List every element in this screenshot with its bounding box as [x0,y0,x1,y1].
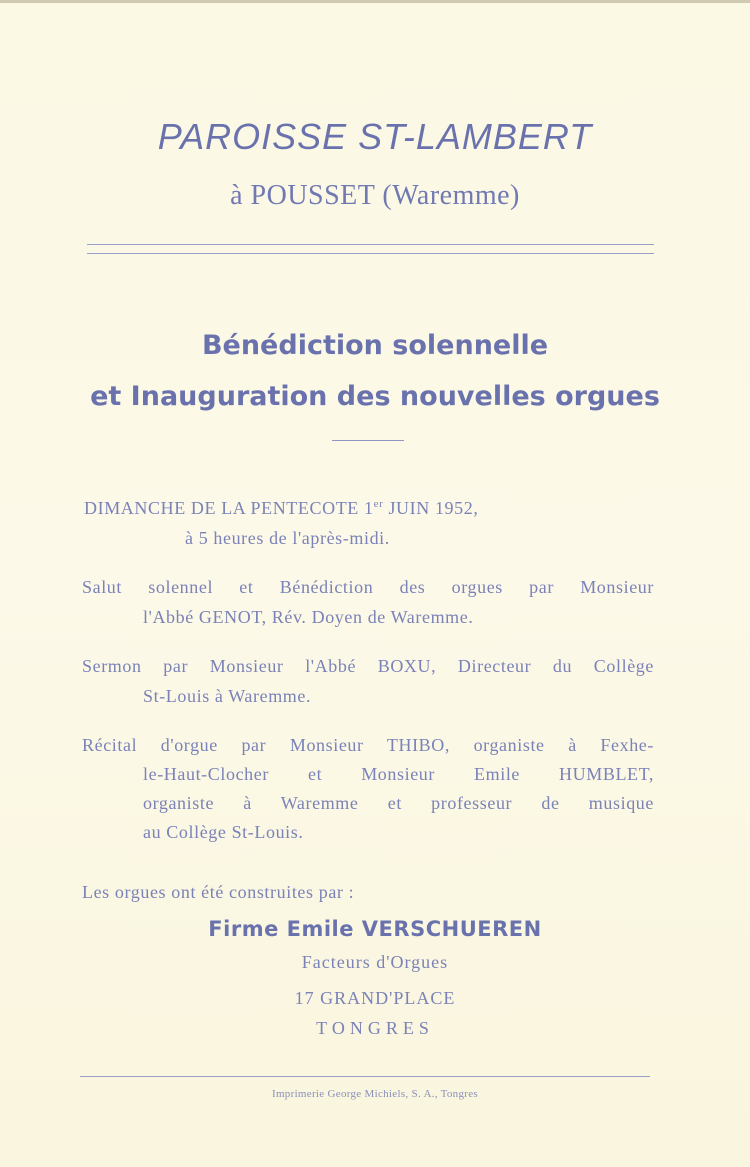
date-ordinal: er [373,498,384,510]
salut-line1: Salut solennel et Bénédiction des orgues par Monsieur [82,577,654,597]
recital-line1: Récital d'orgue par Monsieur THIBO, organiste à Fexhe- [82,735,654,755]
firm-city: TONGRES [316,1018,434,1038]
recital-line3: organiste à Waremme et professeur de musique [143,793,654,813]
sermon-line1: Sermon par Monsieur l'Abbé BOXU, Directeur du Collège [82,656,654,676]
builder-intro: Les orgues ont été construites par : [82,882,355,902]
printer-credit: Imprimerie George Michiels, S. A., Tongres [271,1088,479,1100]
header-rule-bottom [87,253,654,254]
date-prefix: DIMANCHE DE LA PENTECOTE 1 [84,498,374,518]
firm-trade: Facteurs d'Orgues [301,952,449,972]
recital-line2: le-Haut-Clocher et Monsieur Emile HUMBLET, [143,764,654,784]
header-rule-top [87,244,654,245]
time-line: à 5 heures de l'après-midi. [185,528,390,548]
event-heading-line1: Bénédiction solennelle [201,330,549,361]
parish-title: PAROISSE ST-LAMBERT [157,116,593,157]
heading-divider [332,440,404,441]
footer-rule [80,1076,650,1077]
recital-line4: au Collège St-Louis. [143,822,304,842]
firm-name: Firme Emile VERSCHUEREN [208,917,542,941]
parish-location: à POUSSET (Waremme) [230,180,520,211]
sermon-line2: St-Louis à Waremme. [143,686,312,706]
date-suffix: JUIN 1952, [383,498,479,518]
paper-edge [0,0,750,3]
date-line [84,498,478,519]
event-heading-line2: et Inauguration des nouvelles orgues [90,381,660,412]
salut-line2: l'Abbé GENOT, Rév. Doyen de Waremme. [143,607,474,627]
firm-address: 17 GRAND'PLACE [294,988,456,1008]
